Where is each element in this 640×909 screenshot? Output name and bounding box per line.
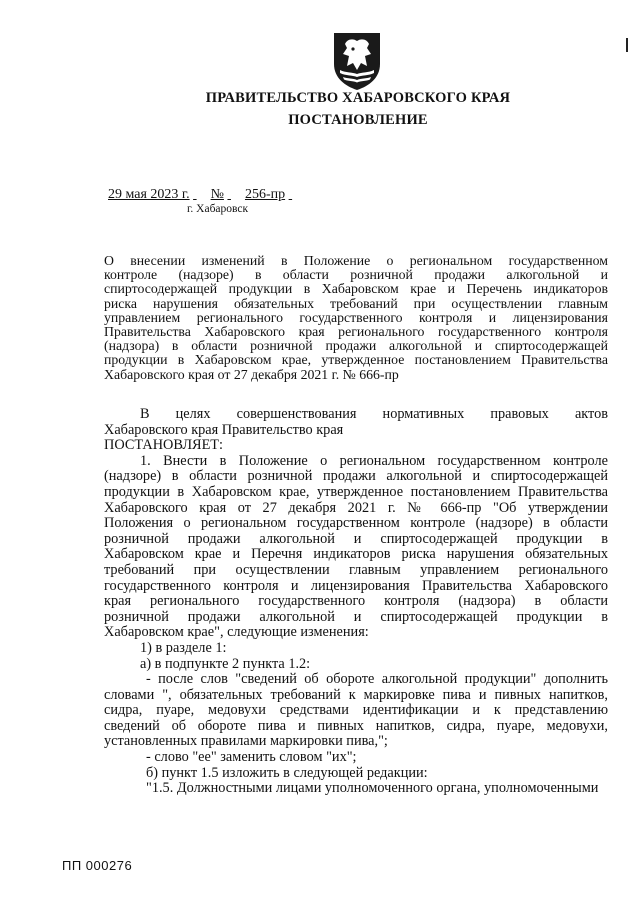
document-number: 256-пр xyxy=(244,187,286,202)
item1-line: Хабаровском крае и Перечня индикаторов риска нарушения обязательных xyxy=(104,546,608,563)
preamble-line: Хабаровского края Правительство края xyxy=(104,421,344,438)
item1-line: (надзоре) в области розничной продажи алкогольной и спиртосодержащей xyxy=(104,468,608,485)
decree-word: ПОСТАНОВЛЯЕТ: xyxy=(104,437,224,454)
dash1-line: - после слов "сведений об обороте алкогольной продукции" дополнить xyxy=(146,671,608,688)
subitem-1: 1) в разделе 1: xyxy=(140,639,227,656)
subject-line: продукции в Хабаровском крае, утвержденное постановлением Правительства xyxy=(104,352,608,368)
item1-line: требований при осуществлении главным управлением регионального xyxy=(104,561,608,578)
document-type-title: ПОСТАНОВЛЕНИЕ xyxy=(288,112,428,128)
subject-line: контроле (надзоре) в области розничной продажи алкогольной и xyxy=(104,267,608,283)
item1-line: края регионального государственного контроля (надзора) в области xyxy=(104,593,608,610)
document-body xyxy=(104,407,608,797)
dash1-line: сведений об обороте пива и пивных напитков, сидра, пуаре, медовухи, xyxy=(104,717,608,734)
subject-line: Правительства Хабаровского края регионального государственного контроля xyxy=(104,324,608,340)
dash1-line: сидра, пуаре, медовухи средствами идентификации и к представлению xyxy=(104,702,608,719)
subject-line: Хабаровского края от 27 декабря 2021 г. № 666-пр xyxy=(104,366,399,382)
subject-line: (надзора) в области розничной продажи алкогольной и спиртосодержащей xyxy=(104,338,608,354)
item1-line: Положения о региональном государственном контроле (надзоре) в области xyxy=(104,515,608,532)
form-code: ПП 000276 xyxy=(62,858,133,873)
subject-line: О внесении изменений в Положение о региональном государственном xyxy=(104,253,608,268)
preamble-line: В целях совершенствования нормативных правовых актов xyxy=(140,406,608,422)
quote-start-line: "1.5. Должностными лицами уполномоченного органа, уполномоченными xyxy=(146,780,599,797)
document-subject xyxy=(104,254,608,382)
dash1-line: установленных правилами маркировки пива,"; xyxy=(104,733,388,750)
dash2-line: - слово "ее" заменить словом "их"; xyxy=(146,749,357,766)
subject-line: спиртосодержащей продукции в Хабаровском крае и Перечень индикаторов xyxy=(104,281,608,297)
subject-line: риска нарушения обязательных требований при осуществлении главным xyxy=(104,295,608,311)
corner-mark xyxy=(626,38,628,52)
document-date: 29 мая 2023 г. xyxy=(108,187,190,202)
organization-title: ПРАВИТЕЛЬСТВО ХАБАРОВСКОГО КРАЯ xyxy=(205,90,511,106)
item1-line: Хабаровском крае", следующие изменения: xyxy=(104,624,369,641)
city: г. Хабаровск xyxy=(187,203,249,215)
item1-line: розничной продажи алкогольной и спиртосодержащей продукции в xyxy=(104,530,608,547)
coat-of-arms-emblem xyxy=(331,30,383,92)
subject-line: управлением регионального государственного контроля и лицензирования xyxy=(104,309,608,325)
subitem-a: а) в подпункте 2 пункта 1.2: xyxy=(140,655,311,672)
date-number-row xyxy=(108,187,335,203)
dash1-line: словами ", обязательных требований к маркировке пива и пивных напитков, xyxy=(104,686,608,703)
item1-line: розничной продажи алкогольной и спиртосодержащей продукции в xyxy=(104,608,608,625)
item1-line: 1. Внести в Положение о региональном государственном контроле xyxy=(140,452,608,469)
item1-line: государственного контроля и лицензирования Правительства Хабаровского xyxy=(104,577,608,594)
number-label: № xyxy=(210,187,224,202)
item1-line: продукции в Хабаровском крае, утвержденное постановлением Правительства xyxy=(104,483,608,500)
item1-line: Хабаровского края от 27 декабря 2021 г. № 666-пр "Об утверждении xyxy=(104,499,608,516)
subitem-b: б) пункт 1.5 изложить в следующей редакции: xyxy=(146,764,428,781)
